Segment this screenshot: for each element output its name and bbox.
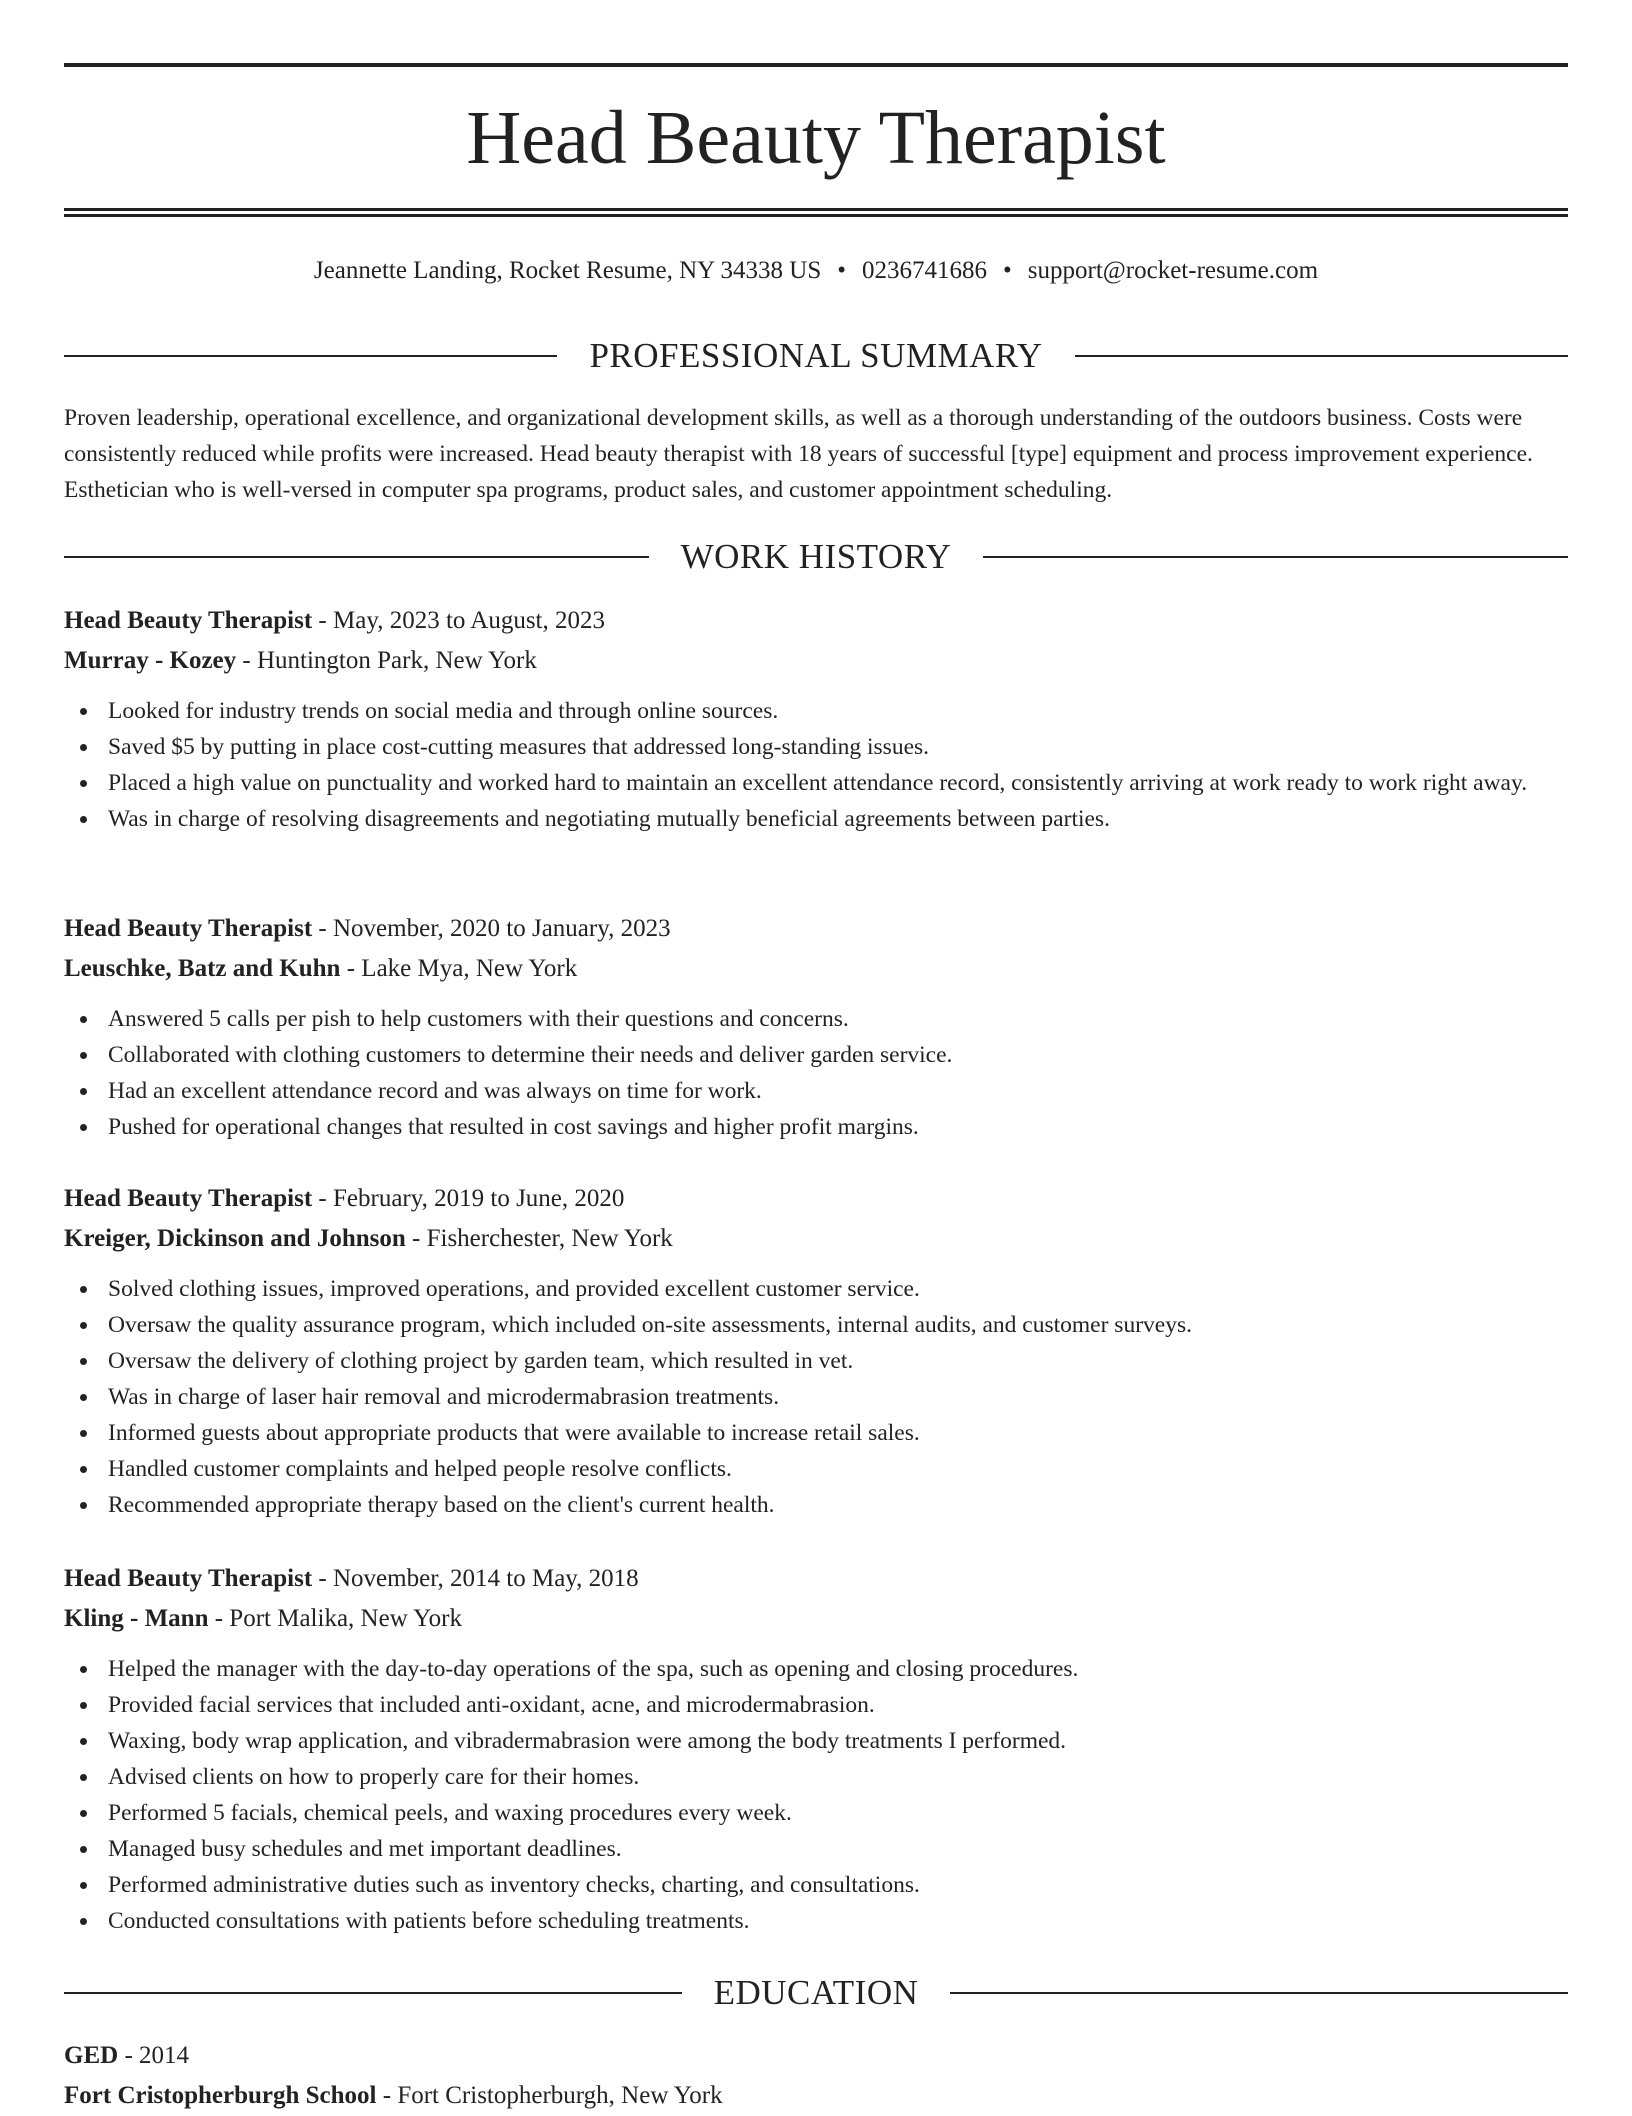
job-bullet: Provided facial services that included anti-oxidant, acne, and microdermabrasion. — [64, 1687, 1568, 1723]
job-location: - Port Malika, New York — [208, 1605, 462, 1632]
job-bullet: Placed a high value on punctuality and worked hard to maintain an excellent attendance record, consistently arriving at work ready to work right away. — [64, 765, 1568, 801]
contact-separator: • — [837, 257, 846, 284]
job-bullet: Managed busy schedules and met important deadlines. — [64, 1831, 1568, 1867]
contact-separator: • — [1003, 257, 1012, 284]
job-bullet: Oversaw the quality assurance program, which included on-site assessments, internal audits, and customer surveys. — [64, 1307, 1568, 1343]
job-bullet: Handled customer complaints and helped people resolve conflicts. — [64, 1451, 1568, 1487]
contact-phone: 0236741686 — [862, 257, 987, 284]
job-dates: - November, 2020 to January, 2023 — [312, 915, 671, 942]
summary-heading — [64, 334, 1568, 378]
job-bullet: Conducted consultations with patients before scheduling treatments. — [64, 1903, 1568, 1939]
heading-rule — [983, 556, 1568, 558]
job-bullet: Waxing, body wrap application, and vibradermabrasion were among the body treatments I performed. — [64, 1723, 1568, 1759]
job-bullet: Advised clients on how to properly care for their homes. — [64, 1759, 1568, 1795]
contact-line — [64, 254, 1568, 288]
education-entry — [64, 2036, 1568, 2116]
job-title-line — [64, 909, 1568, 949]
education-location: - Fort Cristopherburgh, New York — [376, 2082, 723, 2109]
job-bullet: Helped the manager with the day-to-day operations of the spa, such as opening and closing procedures. — [64, 1651, 1568, 1687]
job-bullets — [64, 693, 1568, 837]
heading-rule — [64, 355, 557, 357]
job-bullet: Performed administrative duties such as inventory checks, charting, and consultations. — [64, 1867, 1568, 1903]
job-title-line — [64, 1179, 1568, 1219]
job-bullet: Was in charge of resolving disagreements and negotiating mutually beneficial agreements between parties. — [64, 801, 1568, 837]
work-history-heading — [64, 535, 1568, 579]
job-company-line — [64, 1219, 1568, 1259]
job-bullet: Oversaw the delivery of clothing project by garden team, which resulted in vet. — [64, 1343, 1568, 1379]
education-heading-label: EDUCATION — [713, 1973, 919, 2012]
job-title: Head Beauty Therapist — [64, 1185, 313, 1212]
job-bullet: Had an excellent attendance record and was always on time for work. — [64, 1073, 1568, 1109]
job-location: - Huntington Park, New York — [236, 647, 537, 674]
job-bullet: Solved clothing issues, improved operations, and provided excellent customer service. — [64, 1271, 1568, 1307]
job-bullet: Answered 5 calls per pish to help customers with their questions and concerns. — [64, 1001, 1568, 1037]
summary-heading-label: PROFESSIONAL SUMMARY — [589, 336, 1043, 375]
contact-address: Jeannette Landing, Rocket Resume, NY 34338 US — [313, 257, 822, 284]
education-school-line — [64, 2076, 1568, 2116]
job-company-line — [64, 1599, 1568, 1639]
job-company: Murray - Kozey — [64, 647, 237, 674]
heading-rule — [64, 1992, 682, 1994]
education-degree: GED — [64, 2042, 119, 2069]
job-title-line — [64, 601, 1568, 641]
job-title: Head Beauty Therapist — [64, 607, 313, 634]
title-double-rule — [64, 208, 1568, 217]
education-degree-line — [64, 2036, 1568, 2076]
job-bullet: Looked for industry trends on social media and through online sources. — [64, 693, 1568, 729]
job-dates: - November, 2014 to May, 2018 — [312, 1565, 639, 1592]
top-rule — [64, 63, 1568, 67]
job-dates: - May, 2023 to August, 2023 — [312, 607, 605, 634]
job-company: Leuschke, Batz and Kuhn — [64, 955, 341, 982]
job-company-line — [64, 641, 1568, 681]
job-location: - Fisherchester, New York — [405, 1225, 673, 1252]
education-school: Fort Cristopherburgh School — [64, 2082, 377, 2109]
heading-rule — [64, 556, 649, 558]
job-bullet: Pushed for operational changes that resulted in cost savings and higher profit margins. — [64, 1109, 1568, 1145]
job-entry — [64, 1559, 1568, 1939]
job-bullet: Recommended appropriate therapy based on the client's current health. — [64, 1487, 1568, 1523]
job-entry — [64, 601, 1568, 837]
job-location: - Lake Mya, New York — [340, 955, 578, 982]
job-bullet: Informed guests about appropriate products that were available to increase retail sales. — [64, 1415, 1568, 1451]
job-bullet: Collaborated with clothing customers to determine their needs and deliver garden service. — [64, 1037, 1568, 1073]
job-bullet: Performed 5 facials, chemical peels, and waxing procedures every week. — [64, 1795, 1568, 1831]
resume-title: Head Beauty Therapist — [466, 96, 1166, 180]
job-title: Head Beauty Therapist — [64, 1565, 313, 1592]
job-entry — [64, 909, 1568, 1145]
job-bullets — [64, 1651, 1568, 1939]
summary-text: Proven leadership, operational excellence, and organizational development skills, as well as a thorough understanding of the outdoors business. Costs were consistently reduced while profits were increased. Head beauty therapist with 18 years of successful [type] equipment and process improvement experience. Esthetician who is well-versed in computer spa programs, product sales, and customer appointment scheduling. — [64, 405, 1533, 503]
job-title: Head Beauty Therapist — [64, 915, 313, 942]
education-year: - 2014 — [118, 2042, 190, 2069]
work-history-heading-label: WORK HISTORY — [680, 537, 952, 576]
job-title-line — [64, 1559, 1568, 1599]
heading-rule — [1075, 355, 1568, 357]
job-bullets — [64, 1001, 1568, 1145]
job-bullet: Saved $5 by putting in place cost-cutting measures that addressed long-standing issues. — [64, 729, 1568, 765]
job-entry — [64, 1179, 1568, 1523]
job-bullet: Was in charge of laser hair removal and microdermabrasion treatments. — [64, 1379, 1568, 1415]
contact-email: support@rocket-resume.com — [1027, 257, 1319, 284]
job-company: Kreiger, Dickinson and Johnson — [64, 1225, 406, 1252]
job-bullets — [64, 1271, 1568, 1523]
job-company: Kling - Mann — [64, 1605, 209, 1632]
education-heading — [64, 1971, 1568, 2015]
heading-rule — [950, 1992, 1568, 1994]
job-company-line — [64, 949, 1568, 989]
job-dates: - February, 2019 to June, 2020 — [312, 1185, 625, 1212]
